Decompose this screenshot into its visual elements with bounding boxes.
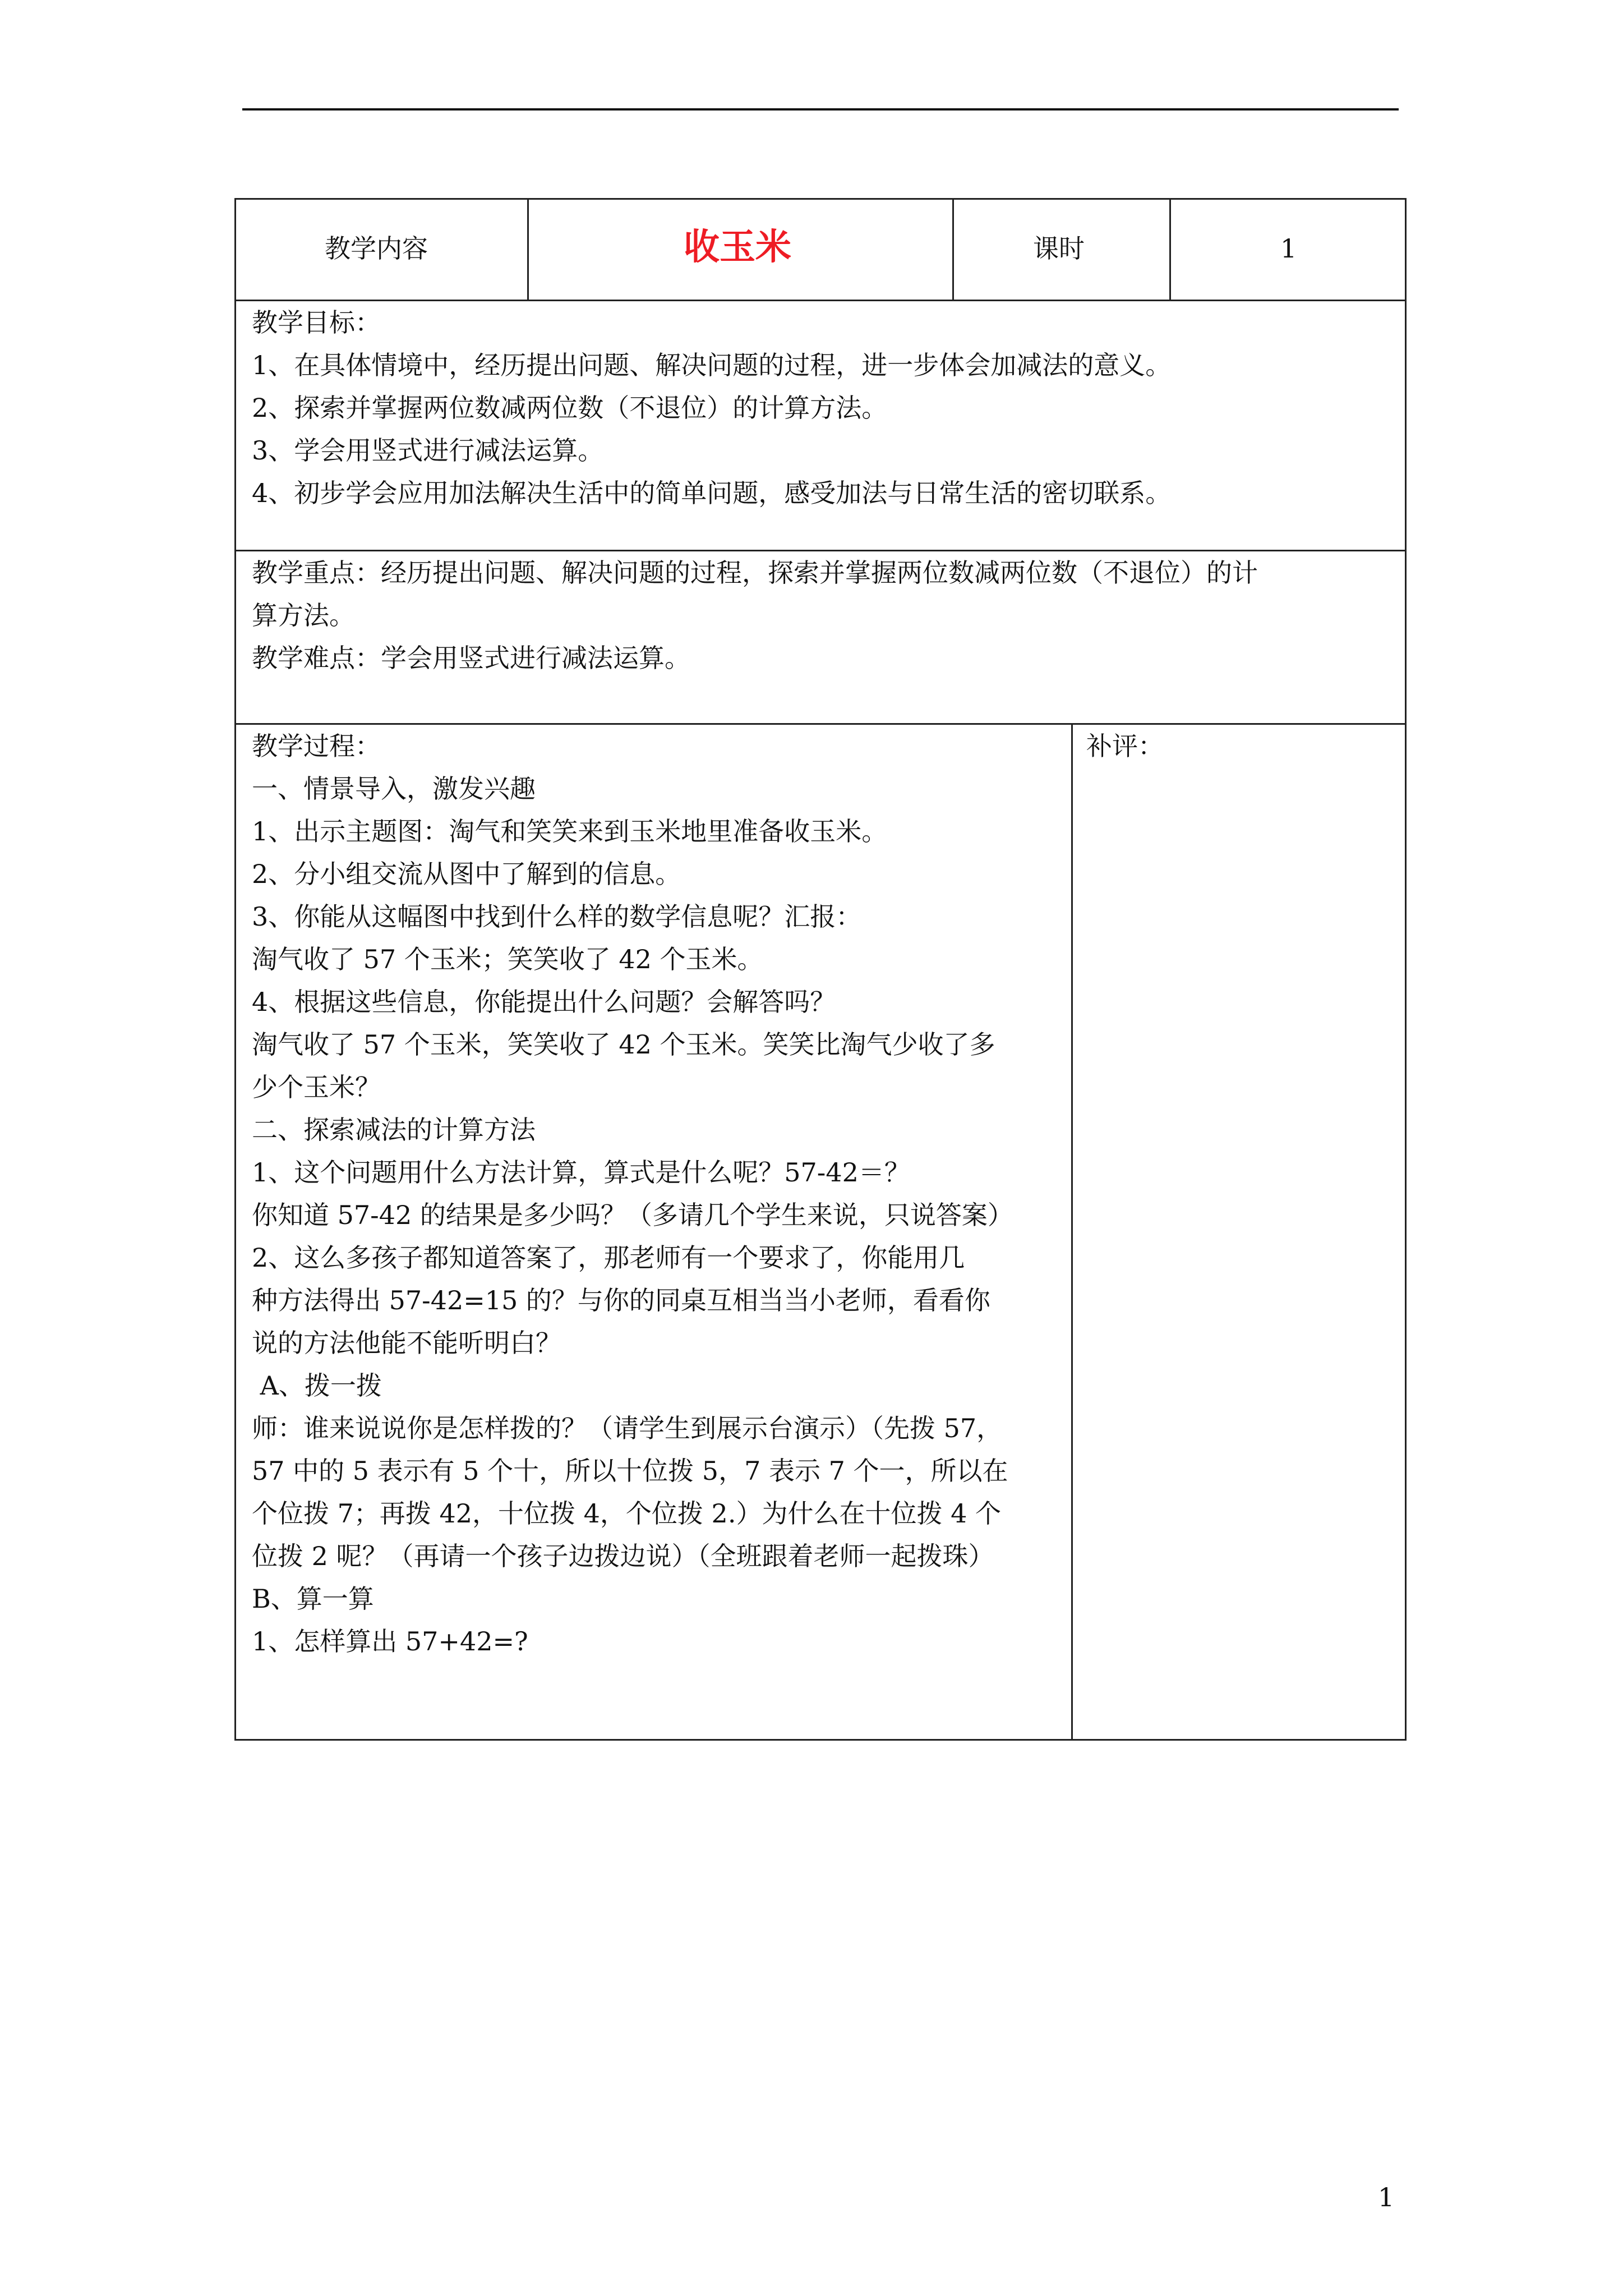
process-line: 4、根据这些信息，你能提出什么问题？会解答吗？ — [252, 987, 836, 1017]
process-line: 少个玉米？ — [252, 1072, 381, 1102]
process-line: 3、你能从这幅图中找到什么样的数学信息呢？汇报： — [252, 901, 862, 932]
header-rule — [242, 108, 1399, 111]
objective-item: 4、初步学会应用加法解决生活中的简单问题，感受加法与日常生活的密切联系。 — [252, 478, 1172, 508]
process-line: 一、情景导入，激发兴趣 — [252, 774, 536, 804]
process-line: 个位拨 7；再拨 42，十位拨 4，个位拨 2.）为什么在十位拨 4 个 — [252, 1498, 1001, 1529]
process-line: 你知道 57-42 的结果是多少吗？（多请几个学生来说，只说答案） — [252, 1200, 1013, 1230]
class-period-value: 1 — [1280, 233, 1297, 264]
process-heading: 教学过程： — [252, 731, 381, 761]
process-line: 种方法得出 57-42=15 的？与你的同桌互相当当小老师，看看你 — [252, 1285, 990, 1315]
process-block — [252, 725, 1013, 1663]
objectives-section — [234, 300, 1407, 551]
column-divider — [1071, 725, 1073, 1739]
comment-heading: 补评： — [1086, 731, 1164, 761]
process-section — [234, 723, 1407, 1741]
objective-item: 3、学会用竖式进行减法运算。 — [252, 435, 604, 466]
column-divider — [952, 200, 954, 301]
objective-item: 2、探索并掌握两位数减两位数（不退位）的计算方法。 — [252, 393, 888, 423]
process-line: B、算一算 — [252, 1584, 374, 1614]
difficulty-line: 教学难点：学会用竖式进行减法运算。 — [252, 643, 690, 673]
page-number: 1 — [1378, 2182, 1395, 2212]
key-points-block — [252, 551, 1258, 679]
column-divider — [1169, 200, 1171, 301]
process-line: 2、分小组交流从图中了解到的信息。 — [252, 859, 681, 889]
process-line: 师：谁来说说你是怎样拨的？（请学生到展示台演示）（先拨 57， — [252, 1413, 1003, 1443]
objective-item: 1、在具体情境中，经历提出问题、解决问题的过程，进一步体会加减法的意义。 — [252, 350, 1172, 380]
process-line: 淘气收了 57 个玉米；笑笑收了 42 个玉米。 — [252, 944, 763, 974]
process-line: 1、这个问题用什么方法计算，算式是什么呢？57-42＝？ — [252, 1157, 910, 1188]
key-points-section — [234, 550, 1407, 724]
key-point-line: 算方法。 — [252, 600, 355, 631]
process-line: 1、出示主题图：淘气和笑笑来到玉米地里准备收玉米。 — [252, 816, 888, 846]
process-line: 57 中的 5 表示有 5 个十，所以十位拨 5，7 表示 7 个一，所以在 — [252, 1456, 1008, 1486]
process-line: 1、怎样算出 57+42=? — [252, 1626, 528, 1657]
process-line: 淘气收了 57 个玉米，笑笑收了 42 个玉米。笑笑比淘气少收了多 — [252, 1029, 995, 1060]
process-line: 位拨 2 呢？（再请一个孩子边拨边说）（全班跟着老师一起拨珠） — [252, 1541, 994, 1571]
process-line: 二、探索减法的计算方法 — [252, 1115, 536, 1145]
process-line: 2、这么多孩子都知道答案了，那老师有一个要求了，你能用几 — [252, 1243, 965, 1273]
label-class-period: 课时 — [1033, 233, 1085, 264]
process-line: 说的方法他能不能听明白？ — [252, 1328, 561, 1358]
objectives-block — [252, 301, 1171, 514]
lesson-header-row — [234, 198, 1407, 301]
process-line: A、拨一拨 — [252, 1370, 382, 1401]
objectives-heading: 教学目标： — [252, 307, 381, 338]
column-divider — [527, 200, 529, 301]
lesson-title: 收玉米 — [684, 226, 791, 268]
label-teaching-content: 教学内容 — [325, 233, 428, 264]
key-point-line: 教学重点：经历提出问题、解决问题的过程，探索并掌握两位数减两位数（不退位）的计 — [252, 558, 1258, 588]
